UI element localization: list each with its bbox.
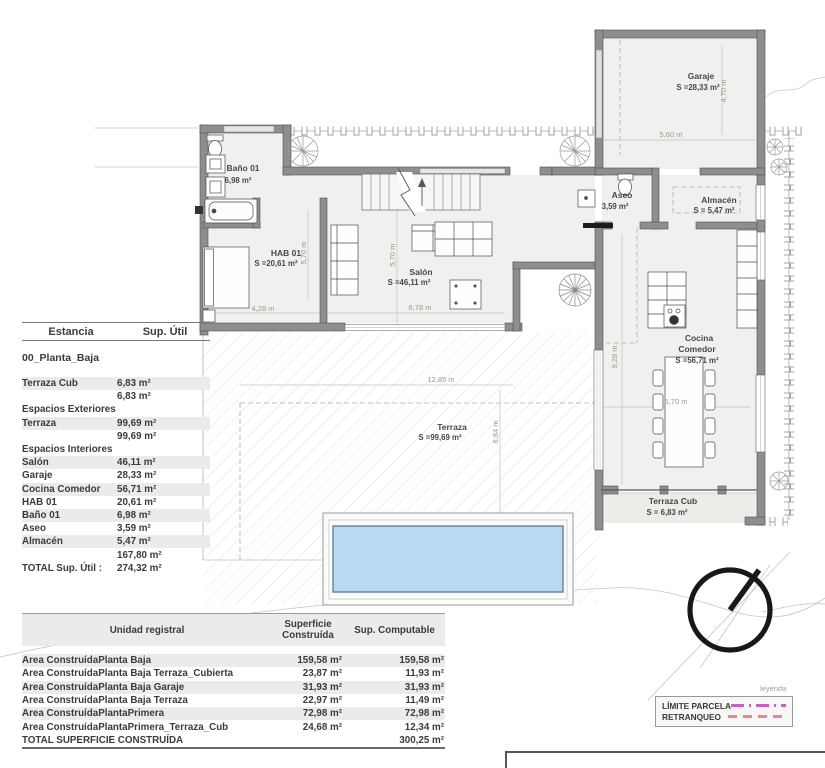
estancia-header-col1: Estancia: [48, 325, 94, 338]
chair: [705, 418, 715, 434]
chair: [653, 442, 663, 458]
room-area-terraza-cub: S = 6,83 m²: [646, 508, 688, 517]
table-row-total: TOTAL Sup. Útil : 274,32 m²: [22, 562, 162, 574]
dim-terraza-width: 12,85 m: [427, 375, 455, 384]
room-area-garaje: S =28,33 m²: [676, 83, 720, 92]
dim-hab-width: 4,28 m: [251, 304, 275, 313]
chair: [705, 370, 715, 386]
room-area-almacen: S = 5,47 m²: [693, 206, 735, 215]
chair: [653, 370, 663, 386]
registral-header-col1: Unidad registral: [109, 624, 185, 636]
table-row: Area ConstruídaPlanta Baja Terraza_Cubierta 23,87 m² 11,93 m²: [22, 668, 444, 680]
chair: [705, 394, 715, 410]
dim-garage-height: 4,70 m: [719, 79, 728, 103]
table-row: Terraza Cub 6,83 m²: [22, 377, 210, 390]
estancia-table: [22, 322, 210, 575]
room-label-bano: Baño 01: [226, 163, 260, 173]
registral-table: [22, 613, 445, 749]
wall-fixture: [195, 206, 203, 214]
coffee-table: [450, 280, 481, 309]
chair: [653, 418, 663, 434]
room-label-hab01: HAB 01: [270, 248, 302, 258]
table-row: Area ConstruídaPlanta Baja 159,58 m² 159,58 m²: [22, 655, 444, 667]
estancia-section-title: 00_Planta_Baja: [22, 352, 100, 364]
estancia-table-header: [22, 322, 210, 341]
registral-table-header: [22, 613, 445, 646]
room-label-garaje: Garaje: [687, 71, 715, 81]
estancia-header-col2: Sup. Útil: [142, 325, 188, 338]
table-row: 167,80 m²: [117, 549, 162, 561]
spiral-staircase: [559, 274, 591, 306]
dim-comedor-width: 5,70 m: [664, 397, 688, 406]
table-row: Terraza 99,69 m²: [22, 417, 210, 430]
legend-item-limite-parcela: LÍMITE PARCELA: [662, 700, 786, 711]
room-label-cocina: Cocina: [684, 333, 714, 343]
registral-rows: [22, 654, 445, 749]
table-row-section: Espacios Exteriores: [22, 404, 116, 416]
registral-header-col3: Sup. Computable: [354, 624, 435, 636]
room-label-aseo: Aseo: [611, 190, 633, 200]
dim-cocina-height: 9,28 m: [610, 345, 619, 369]
table-row: Salón 46,11 m²: [22, 456, 210, 469]
dim-salon-height: 5,70 m: [388, 243, 397, 267]
chair: [653, 394, 663, 410]
south-glass-wall: [602, 490, 757, 493]
dim-garage-width: 5,60 m: [659, 130, 683, 139]
room-area-hab01: S =20,61 m²: [254, 259, 298, 268]
table-row: Area ConstruídaPlantaPrimera 72,98 m² 72,98 m²: [22, 708, 444, 720]
retranqueo-line-sample: [728, 715, 786, 717]
room-label-comedor: Comedor: [678, 344, 716, 354]
counter-strip: [583, 223, 613, 228]
sofa: [331, 225, 358, 295]
swimming-pool: [323, 513, 573, 605]
room-label-salon: Salón: [409, 267, 433, 277]
north-arrow-icon: [690, 570, 770, 650]
table-row: Almacén 5,47 m²: [22, 535, 210, 548]
legend-item-retranqueo: RETRANQUEO: [662, 711, 786, 722]
titleblock-horizontal-line: [505, 751, 825, 753]
room-label-almacen: Almacén: [701, 195, 737, 205]
table-row: Area ConstruídaPlanta Baja Garaje 31,93 m² 31,93 m²: [22, 681, 444, 693]
room-area-salon: S =46,11 m²: [387, 278, 431, 287]
table-row: Area ConstruídaPlanta Baja Terraza 22,97 m² 11,49 m²: [22, 695, 444, 707]
legend-box: [655, 696, 793, 727]
straight-staircase: [362, 168, 480, 216]
kitchen-counter: [737, 230, 757, 328]
room-area-bano: 6,98 m²: [224, 176, 252, 185]
limite-parcela-line-sample: [731, 704, 786, 706]
table-row: Garaje 28,33 m²: [22, 470, 157, 482]
table-row: Cocina Comedor 56,71 m²: [22, 483, 210, 496]
room-area-aseo: 3,59 m²: [601, 202, 629, 211]
dim-terraza-height: 6,84 m: [491, 420, 500, 444]
titleblock-vertical-line: [505, 751, 507, 768]
table-row: HAB 01 20,61 m²: [22, 496, 157, 508]
room-area-cocina: S =56,71 m²: [675, 356, 719, 365]
table-row: Aseo 3,59 m²: [22, 523, 151, 535]
chair: [705, 442, 715, 458]
toilet: [207, 135, 223, 141]
table-row-total: TOTAL SUPERFICIE CONSTRUÍDA 300,25 m²: [22, 734, 444, 746]
dining-table: [665, 357, 703, 467]
table-row-section: Espacios Interiores: [22, 444, 113, 456]
dim-hab-height: 5,70 m: [299, 241, 308, 265]
registral-header-col2: Superficie Construída: [282, 619, 334, 641]
table-row: Area ConstruídaPlantaPrimera_Terraza_Cub 24,68 m² 12,34 m²: [22, 721, 444, 733]
table-row: Baño 01 6,98 m²: [22, 509, 210, 522]
table-row: 99,69 m²: [117, 430, 157, 442]
dim-salon-width: 6,78 m: [408, 303, 432, 312]
table-row: 6,83 m²: [117, 391, 151, 403]
room-area-terraza: S =99,69 m²: [418, 433, 462, 442]
legend-title: leyenda: [760, 684, 787, 693]
estancia-rows: [22, 377, 210, 575]
room-label-terraza: Terraza: [437, 422, 467, 432]
nightstand: [203, 310, 215, 322]
room-label-terraza-cub: Terraza Cub: [648, 496, 698, 506]
